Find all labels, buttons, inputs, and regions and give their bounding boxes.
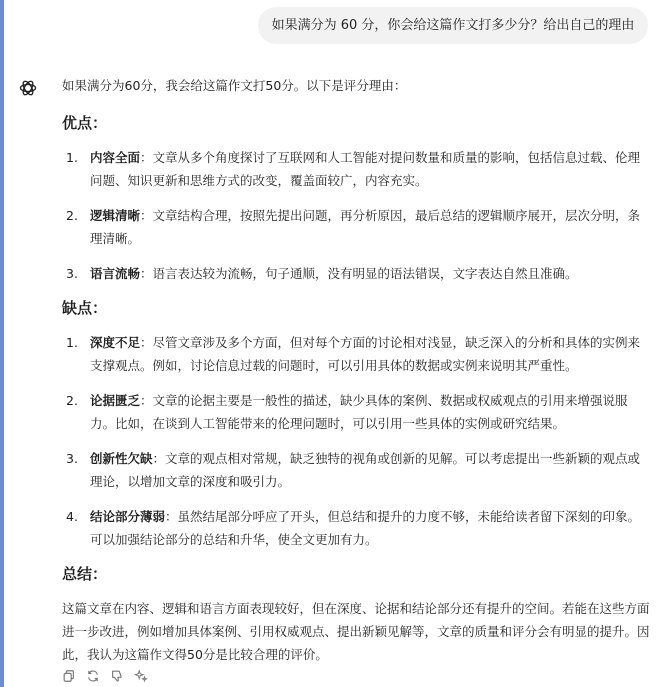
- message-actions: [62, 668, 148, 682]
- list-item: 1. 深度不足：尽管文章涉及多个方面，但对每个方面的讨论相对浅显，缺乏深入的分析和具体的实例来支撑观点。例如，讨论信息过载的问题时，可以引用具体的数据或实例来说明其严重性。: [66, 335, 641, 373]
- list-item: 2. 论据匮乏：文章的论据主要是一般性的描述，缺少具体的案例、数据或权威观点的引用来增强说服力。比如，在谈到人工智能带来的伦理问题时，可以引用一些具体的实例或研究结果。: [66, 393, 628, 431]
- user-message-text: 如果满分为 60 分，你会给这篇作文打多少分？给出自己的理由: [271, 18, 635, 33]
- list-item: 4. 结论部分薄弱：虽然结尾部分呼应了开头，但总结和提升的力度不够，未能给读者留下深刻的印象。可以加强结论部分的总结和升华，使全文更加有力。: [66, 509, 641, 547]
- left-edge-rule: [0, 0, 4, 687]
- cons-heading: 缺点：: [62, 299, 108, 317]
- list-item: 1. 内容全面：文章从多个角度探讨了互联网和人工智能对提问数量和质量的影响，包括信息过载、伦理问题、知识更新和思维方式的改变，覆盖面较广，内容充实。: [66, 150, 641, 188]
- response-intro: 如果满分为60分，我会给这篇作文打50分。以下是评分理由：: [62, 78, 407, 93]
- pros-list: [62, 146, 652, 285]
- thumbs-down-icon[interactable]: [110, 668, 124, 682]
- list-item: 3. 语言流畅：语言表达较为流畅，句子通顺，没有明显的语法错误，文字表达自然且准确。: [66, 266, 578, 281]
- cons-list: [62, 331, 652, 551]
- assistant-response: [62, 76, 652, 666]
- sparkle-icon[interactable]: [134, 668, 148, 682]
- openai-logo-icon: [18, 78, 38, 98]
- regenerate-icon[interactable]: [86, 668, 100, 682]
- pros-heading: 优点：: [62, 114, 108, 132]
- list-item: 2. 逻辑清晰：文章结构合理，按照先提出问题，再分析原因，最后总结的逻辑顺序展开，层次分明，条理清晰。: [66, 208, 641, 246]
- summary-heading: 总结：: [62, 565, 108, 583]
- user-message-bubble: [258, 7, 648, 44]
- summary-paragraph: 这篇文章在内容、逻辑和语言方面表现较好，但在深度、论据和结论部分还有提升的空间。若能在这些方面进一步改进，例如增加具体案例、引用权威观点、提出新颖见解等，文章的质量和评分会有明显的提升。因此，我认为这篇作文得50分是比较合理的评价。: [62, 601, 650, 662]
- copy-icon[interactable]: [62, 668, 76, 682]
- list-item: 3. 创新性欠缺：文章的观点相对常规，缺乏独特的视角或创新的见解。可以考虑提出一些新颖的观点或理论，以增加文章的深度和吸引力。: [66, 451, 641, 489]
